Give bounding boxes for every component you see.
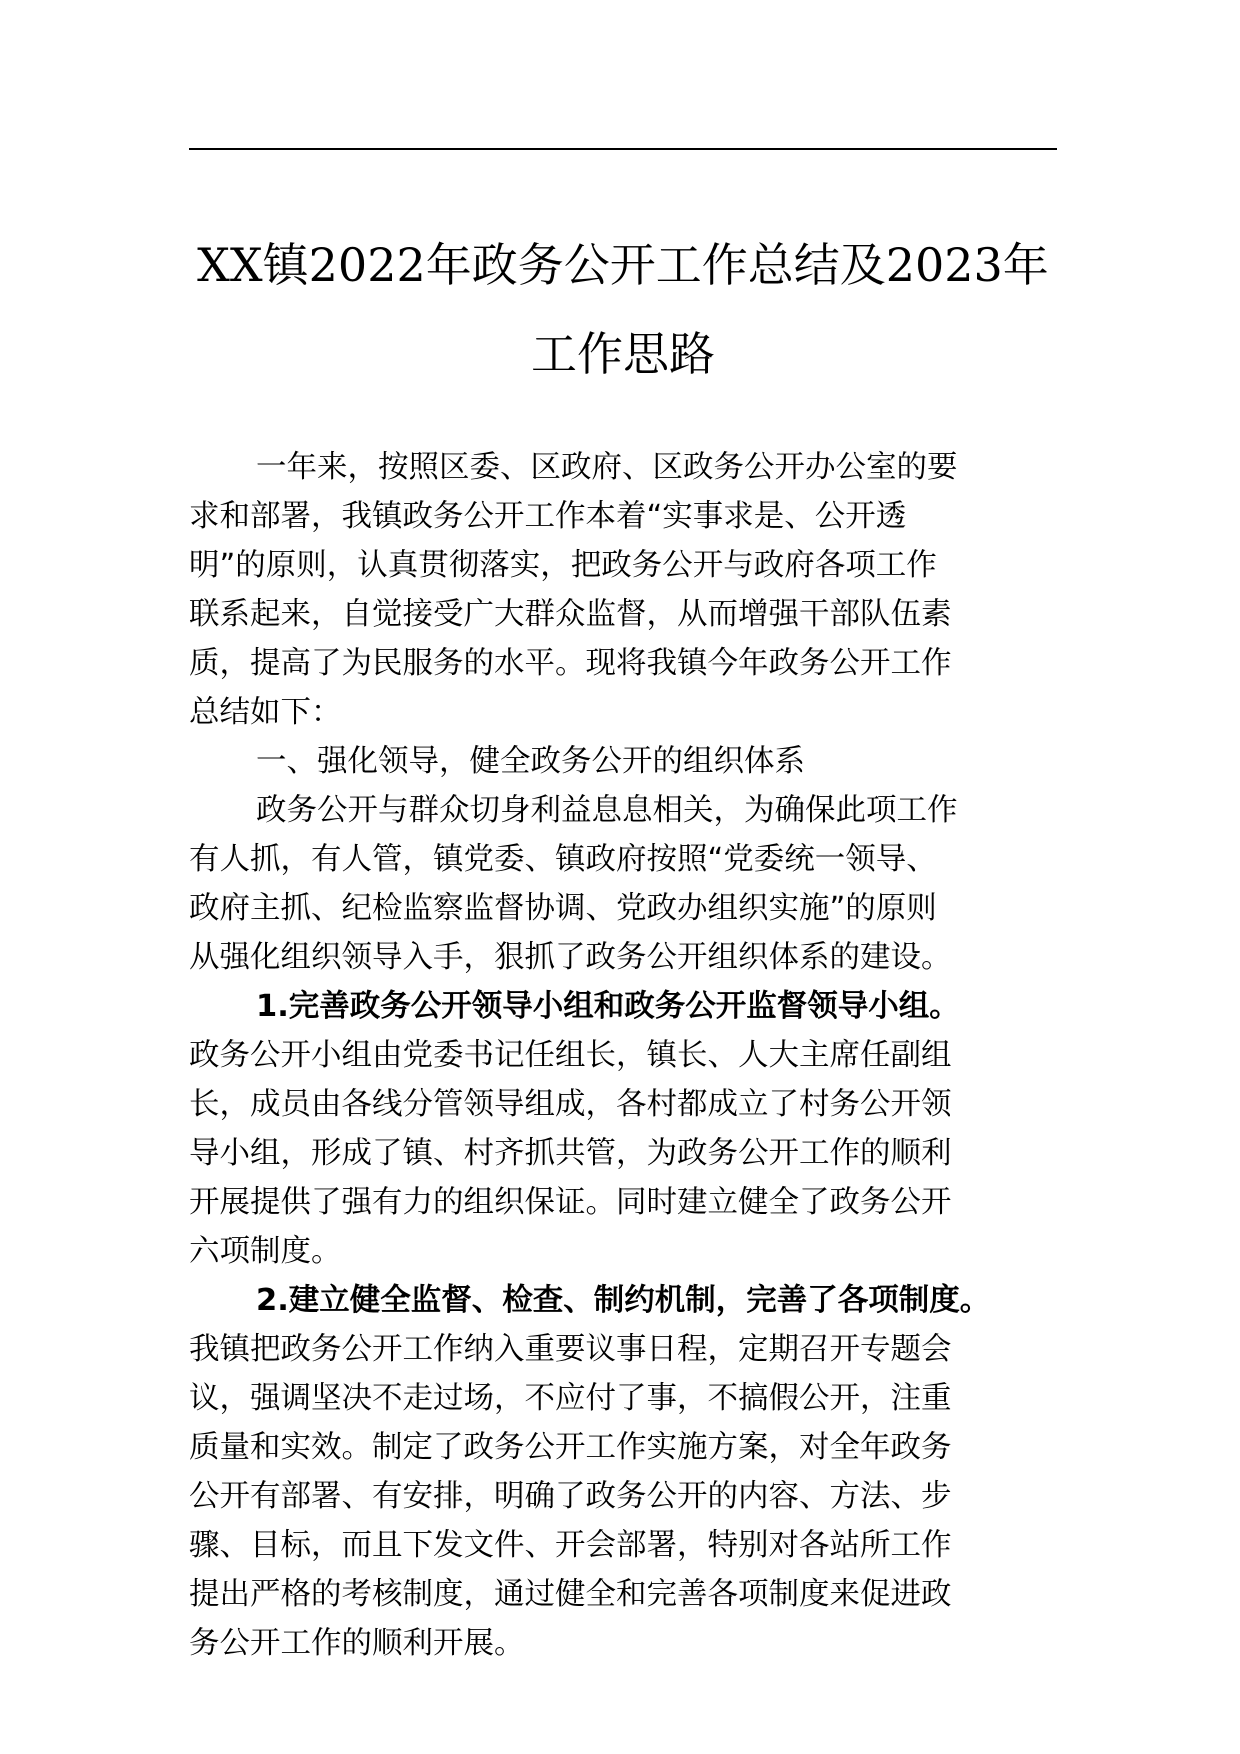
- body-line: 议，强调坚决不走过场，不应付了事，不搞假公开，注重: [189, 1381, 952, 1416]
- body-line: 联系起来，自觉接受广大群众监督，从而增强干部队伍素: [189, 597, 952, 632]
- body-line: 求和部署，我镇政务公开工作本着“实事求是、公开透: [189, 499, 907, 534]
- body-line: 导小组，形成了镇、村齐抓共管，为政务公开工作的顺利: [189, 1136, 952, 1171]
- body-line: 务公开工作的顺利开展。: [189, 1626, 525, 1661]
- body-line: 我镇把政务公开工作纳入重要议事日程，定期召开专题会: [189, 1332, 952, 1367]
- body-line: 从强化组织领导入手，狠抓了政务公开组织体系的建设。: [189, 940, 952, 975]
- body-line: 公开有部署、有安排，明确了政务公开的内容、方法、步: [189, 1479, 952, 1514]
- subsection-heading: 2.建立健全监督、检查、制约机制，完善了各项制度。: [256, 1283, 991, 1318]
- subsection-heading: 1.完善政务公开领导小组和政务公开监督领导小组。: [256, 989, 960, 1024]
- header-rule: [189, 148, 1057, 150]
- body-line: 长，成员由各线分管领导组成，各村都成立了村务公开领: [189, 1087, 952, 1122]
- body-line: 开展提供了强有力的组织保证。同时建立健全了政务公开: [189, 1185, 952, 1220]
- document-title-line-1: XX镇2022年政务公开工作总结及2023年: [197, 238, 1049, 292]
- section-heading: 一、强化领导，健全政务公开的组织体系: [256, 744, 805, 779]
- body-line: 政府主抓、纪检监察监督协调、党政办组织实施”的原则: [189, 891, 937, 926]
- body-line: 一年来，按照区委、区政府、区政务公开办公室的要: [256, 450, 958, 485]
- body-line: 政务公开与群众切身利益息息相关，为确保此项工作: [256, 793, 958, 828]
- body-line: 六项制度。: [189, 1234, 342, 1269]
- body-line: 政务公开小组由党委书记任组长，镇长、人大主席任副组: [189, 1038, 952, 1073]
- body-line: 提出严格的考核制度，通过健全和完善各项制度来促进政: [189, 1577, 952, 1612]
- body-line: 质，提高了为民服务的水平。现将我镇今年政务公开工作: [189, 646, 952, 681]
- document-title-line-2: 工作思路: [531, 327, 715, 381]
- body-line: 骤、目标，而且下发文件、开会部署，特别对各站所工作: [189, 1528, 952, 1563]
- document-body: [189, 443, 1061, 1668]
- body-line: 明”的原则，认真贯彻落实，把政务公开与政府各项工作: [189, 548, 937, 583]
- body-line: 质量和实效。制定了政务公开工作实施方案，对全年政务: [189, 1430, 952, 1465]
- body-line: 总结如下：: [189, 695, 342, 730]
- body-line: 有人抓，有人管，镇党委、镇政府按照“党委统一领导、: [189, 842, 937, 877]
